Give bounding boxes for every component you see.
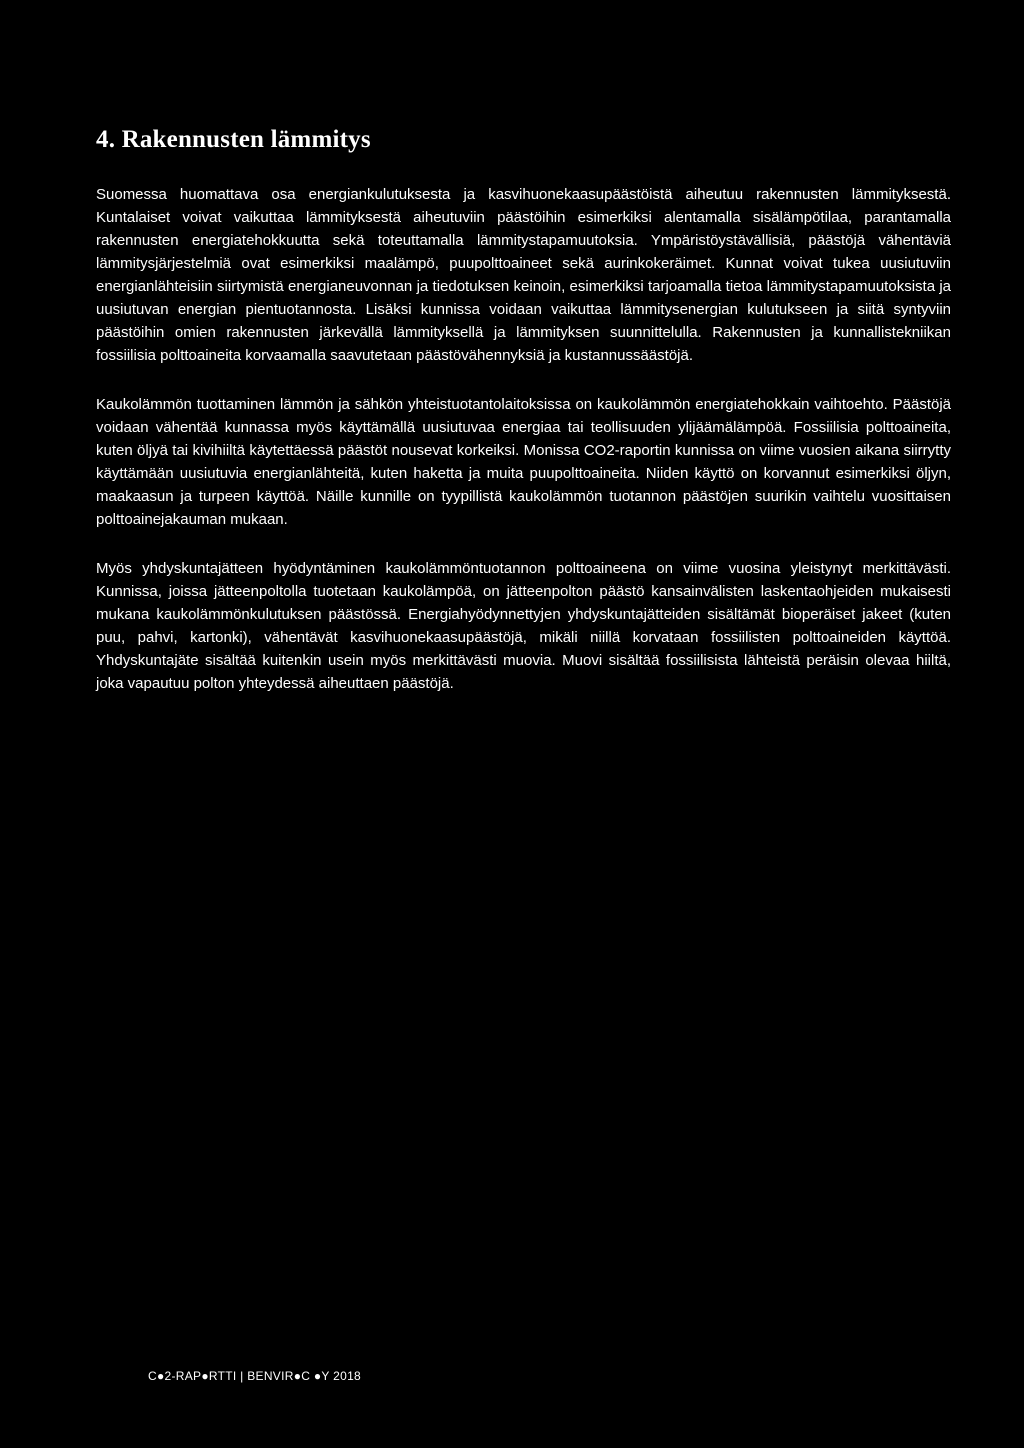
body-text	[96, 183, 951, 721]
paragraph-municipal-waste: Myös yhdyskuntajätteen hyödyntäminen kaukolämmöntuotannon polttoaineena on viime vuosina yleistynyt merkittävästi. Kunnissa, joissa jätteenpoltolla tuotetaan kaukolämpöä, on jätteenpolton päästö kansainvälisten laskentaohjeiden mukaisesti mukana kaukolämmönkulutuksen päästössä. Energiahyödynnettyjen yhdyskuntajätteiden sisältämät bioperäiset jakeet (kuten puu, pahvi, kartonki), vähentävät kasvihuonekaasupäästöjä, mikäli niillä korvataan fossiilisten polttoaineiden käyttöä. Yhdyskuntajäte sisältää kuitenkin usein myös merkittävästi muovia. Muovi sisältää fossiilisista lähteistä peräisin olevaa hiiltä, joka vapautuu polton yhteydessä aiheuttaen päästöjä.	[96, 560, 951, 692]
page-title: 4. Rakennusten lämmitys	[96, 126, 371, 153]
paragraph-heating-overview: Suomessa huomattava osa energiankulutuksesta ja kasvihuonekaasupäästöistä aiheutuu rakennusten lämmityksestä. Kuntalaiset voivat vaikuttaa lämmityksestä aiheutuviin päästöihin esimerkiksi alentamalla sisälämpötilaa, parantamalla rakennusten energiatehokkuutta sekä toteuttamalla lämmitystapamuutoksia. Ympäristöystävällisiä, päästöjä vähentäviä lämmitysjärjestelmiä ovat esimerkiksi maalämpö, puupolttoaineet sekä aurinkokeräimet. Kunnat voivat tukea uusiutuviin energianlähteisiin siirtymistä energianeuvonnan ja tiedotuksen keinoin, esimerkiksi tarjoamalla tietoa lämmitystapamuutoksista ja uusiutuvan energian pientuotannosta. Lisäksi kunnissa voidaan vaikuttaa lämmitysenergian kulutukseen ja siitä syntyviin päästöihin omien rakennusten järkevällä lämmityksellä ja lämmityksen suunnittelulla. Rakennusten ja kunnallistekniikan fossiilisia polttoaineita korvaamalla saavutetaan päästövähennyksiä ja kustannussäästöjä.	[96, 186, 951, 364]
paragraph-district-heating: Kaukolämmön tuottaminen lämmön ja sähkön yhteistuotantolaitoksissa on kaukolämmön energiatehokkain vaihtoehto. Päästöjä voidaan vähentää kunnassa myös käyttämällä uusiutuvaa energiaa tai teollisuuden ylijäämälämpöä. Fossiilisia polttoaineita, kuten öljyä tai kivihiiltä käytettäessä päästöt nousevat korkeiksi. Monissa CO2-raportin kunnissa on viime vuosien aikana siirrytty käyttämään uusiutuvia energianlähteitä, kuten haketta ja muita puupolttoaineita. Niiden käyttö on korvannut esimerkiksi öljyn, maakaasun ja turpeen käyttöä. Näille kunnille on tyypillistä kaukolämmön tuotannon päästöjen suurikin vaihtelu vuosittaisen polttoainejakauman mukaan.	[96, 396, 951, 528]
page-footer: C●2-RAP●RTTI | BENVIR●C ●Y 2018	[148, 1369, 362, 1383]
